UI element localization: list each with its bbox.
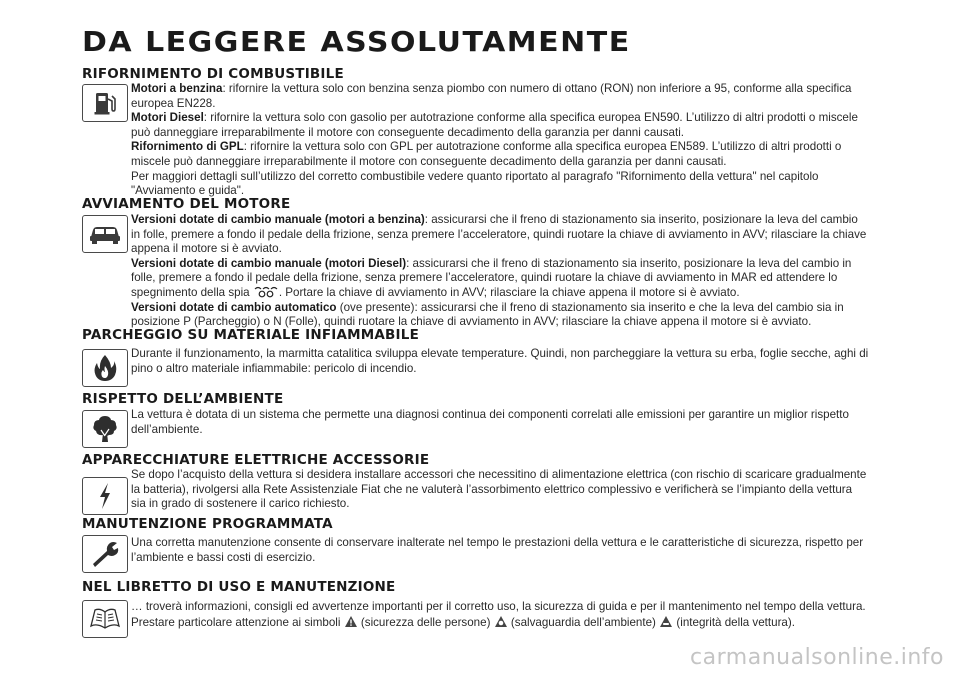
- section-text: Motori a benzina: rifornire la vettura solo con benzina senza piombo con numero di ottano (RON) non inferiore a 95, conforme alla specifica europea EN228. Motori Diesel: rifornire la vettura solo con gasolio per autotrazione conforme alla specifica europea EN590. L’utilizzo di altri prodotti o miscele può danneggiare irreparabilmente il motore con conseguente decadimento della garanzia per danni causati. Rifornimento di GPL: rifornire la vettura solo con GPL per autotrazione conforme alla specifica europea EN589. L’utilizzo di altri prodotti o miscele può danneggiare irreparabilmente il motore con conseguente decadimento della garanzia per danni causati. Per maggiori dettagli sull’utilizzo del corretto combustibile vedere quanto riportato al paragrafo "Rifornimento della vettura" nel capitolo "Avviamento e guida".: [131, 82, 858, 198]
- section-heading: AVVIAMENTO DEL MOTORE: [82, 196, 291, 212]
- section-fuel: [82, 66, 882, 202]
- section-text: Versioni dotate di cambio manuale (motori a benzina): assicurarsi che il freno di stazionamento sia inserito, posizionare la leva del cambio in folle, premere a fondo il pedale della frizione, senza premere l’acceleratore, quindi ruotare la chiave di avviamento in AVV; rilasciare la chiave appena il motore si è avviato. Versioni dotate di cambio manuale (motori Diesel): assicurarsi che il freno di stazionamento sia inserito, posizionare la leva del cambio in folle, premere a fondo il pedale della frizione, senza premere l’acceleratore, quindi ruotare la chiave di avviamento in MAR ed attendere lo spegnimento della spia . Portare la chiave di avviamento in AVV; rilasciare la chiave appena il motore si è avviato. Versioni dotate di cambio automatico (ove presente): assicurarsi che il freno di stazionamento sia inserito e che la leva del cambio sia in posizione P (Parcheggio) o N (Folle), quindi ruotare la chiave di avviamento in AVV; rilasciare la chiave appena il motore si è avviato.: [131, 213, 867, 329]
- section-parking: [82, 327, 882, 387]
- page-title: DA LEGGERE ASSOLUTAMENTE: [82, 26, 631, 59]
- section-text: La vettura è dotata di un sistema che permette una diagnosi continua dei componenti correlati alle emissioni per garantire un miglior rispetto dell’ambiente.: [131, 408, 849, 436]
- section-environment: [82, 391, 882, 451]
- car-icon: [82, 215, 128, 253]
- section-text: … troverà informazioni, consigli ed avvertenze importanti per il corretto uso, la sicurezza di guida e per il mantenimento nel tempo della vettura. Prestare particolare attenzione ai simboli (sicurezza delle persone) (salvaguardia dell’ambiente) (integrità della vettura).: [131, 600, 866, 629]
- section-text: Una corretta manutenzione consente di conservare inalterate nel tempo le prestazioni della vettura e le caratteristiche di sicurezza, rispetto per l’ambiente e bassi costi di esercizio.: [131, 536, 864, 564]
- vehicle-triangle-icon: [659, 615, 673, 628]
- flame-icon: [82, 349, 128, 387]
- section-heading: PARCHEGGIO SU MATERIALE INFIAMMABILE: [82, 327, 419, 343]
- wrench-icon: [82, 535, 128, 573]
- section-heading: NEL LIBRETTO DI USO E MANUTENZIONE: [82, 579, 396, 595]
- section-text: Durante il funzionamento, la marmitta catalitica sviluppa elevate temperature. Quindi, non parcheggiare la vettura su erba, foglie secche, aghi di pino o altro materiale infiammabile: pericolo di incendio.: [131, 347, 869, 375]
- section-heading: RISPETTO DELL’AMBIENTE: [82, 391, 284, 407]
- section-booklet: [82, 579, 882, 639]
- book-icon: [82, 600, 128, 638]
- section-electrical: [82, 452, 882, 520]
- warning-triangle-icon: [344, 615, 358, 628]
- tree-icon: [82, 410, 128, 448]
- environment-triangle-icon: [494, 615, 508, 628]
- section-maintenance: [82, 516, 882, 576]
- section-heading: APPARECCHIATURE ELETTRICHE ACCESSORIE: [82, 452, 430, 468]
- section-heading: MANUTENZIONE PROGRAMMATA: [82, 516, 333, 532]
- section-heading: RIFORNIMENTO DI COMBUSTIBILE: [82, 66, 344, 82]
- glow-plug-warning-icon: [253, 286, 279, 298]
- fuel-pump-icon: [82, 84, 128, 122]
- section-text: Se dopo l’acquisto della vettura si desidera installare accessori che necessitino di alimentazione elettrica (con rischio di scaricare gradualmente la batteria), rivolgersi alla Rete Assistenziale Fiat che ne valuterà l’assorbimento elettrico complessivo e verificherà se l’impianto della vettura sia in grado di sostenere il carico richiesto.: [131, 468, 867, 511]
- section-engine-start: [82, 196, 882, 329]
- lightning-icon: [82, 477, 128, 515]
- watermark: carmanualsonline.info: [690, 645, 944, 670]
